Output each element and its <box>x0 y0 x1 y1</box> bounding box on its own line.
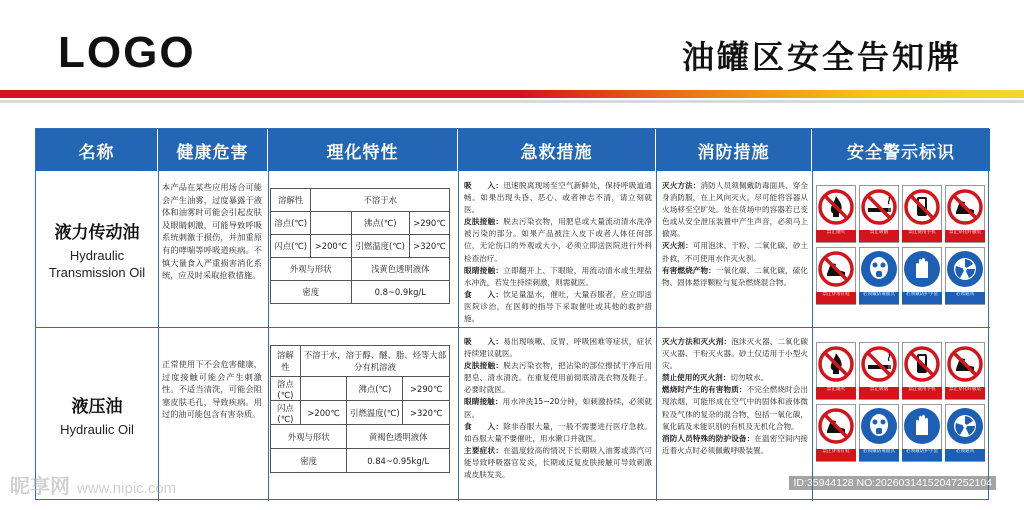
no-nail-shoes-icon <box>945 343 985 387</box>
safety-sign-label: 禁止吸烟 <box>859 387 899 399</box>
first-aid-item: 吸 入：易出现咳嗽、反胃、呼吸困难等症状，症状持续建议就医。 <box>464 337 652 359</box>
col-header-health: 健康危害 <box>158 129 268 171</box>
safety-sign-label: 必须戴防毒面具 <box>859 449 899 461</box>
fire-item: 灭火剂：可用泡沫、干粉、二氧化碳、砂土扑救，不可使用水作灭火剂。 <box>662 241 809 263</box>
health-hazard-text: 本产品在某些应用场合可能会产生油雾，过度暴露于液体和油雾时可能会引起皮肤及眼睛刺激，可能导致呼吸系统刺激于损伤，并加重原有的哮喘等呼吸道疾病。不慎大量食入严重损害消化系统，应及时采取抢救措施。 <box>162 182 262 281</box>
safety-sign-label: 禁止穿化纤服装 <box>945 387 985 399</box>
safety-sign <box>816 342 856 400</box>
prop-label: 外观与形状 <box>271 425 347 449</box>
row-divider <box>36 327 990 328</box>
fire-item: 灭火方法和灭火剂：泡沫灭火器、二氧化碳灭火器、干粉灭火器。砂土仅适用于小型火灾。 <box>662 337 808 371</box>
no-smoking-icon <box>859 343 899 387</box>
ventilation-icon <box>945 248 985 292</box>
safety-sign-label: 禁止穿带钉鞋 <box>816 449 856 461</box>
properties-table <box>270 345 450 473</box>
warning-signs-grid <box>816 342 986 464</box>
gloves-icon <box>902 405 942 449</box>
product-name-cn: 液力传动油 <box>54 222 140 243</box>
prop-label: 沸点(℃) <box>351 212 409 235</box>
safety-sign <box>859 404 899 462</box>
product-name-cn: 液压油 <box>71 396 123 417</box>
prop-value: 不溶于水，溶于醇、醚、脂、烃等大部分有机溶液 <box>300 346 449 377</box>
product-name-en: Hydraulic Transmission Oil <box>48 247 146 280</box>
prop-value: 浅黄色透明液体 <box>351 258 449 281</box>
fire-measures-text <box>662 180 808 289</box>
safety-sign <box>902 342 942 400</box>
col-divider <box>656 171 657 501</box>
prop-label: 闪点(℃) <box>271 401 301 425</box>
safety-sign-label: 禁止使用手机 <box>902 230 942 242</box>
prop-value: >290℃ <box>403 377 450 401</box>
first-aid-item: 皮肤接触：脱去污染衣物，把沾染的部位擦拭干净后用肥皂、清水清洗。在重复使用前彻底清洗衣物及鞋子。必要时就医。 <box>464 361 652 395</box>
no-phone-icon <box>902 186 942 230</box>
prop-label: 溶点(℃) <box>271 212 311 235</box>
prop-value <box>311 212 351 235</box>
gas-mask-icon <box>859 405 899 449</box>
first-aid-item: 吸 入：迅速脱离现场至空气新鲜处，保持呼吸道通畅。如果出现头昏、恶心、或者神志不清，请立刻就医。 <box>464 181 652 215</box>
no-fire-icon <box>816 186 856 230</box>
watermark-logo: 昵享网 www.nipic.com <box>10 474 177 498</box>
safety-sign <box>902 404 942 462</box>
prop-label: 沸点(℃) <box>347 377 403 401</box>
prop-label: 引燃温度(℃) <box>351 235 409 258</box>
prop-label: 溶点(℃) <box>271 377 301 401</box>
first-aid-item: 食 入：饮足量温水，催吐，大量吞服者，应立即送医院诊治，在医师的指导下采取催吐或其他的救护措施。 <box>464 289 652 324</box>
no-nail-shoes-icon <box>816 405 856 449</box>
col-divider <box>268 171 269 501</box>
safety-sign-label: 禁止烟火 <box>816 387 856 399</box>
prop-value <box>300 377 347 401</box>
product-name-en: Hydraulic Oil <box>60 421 134 437</box>
prop-value: >320℃ <box>403 401 450 425</box>
logo-text: LOGO <box>58 28 196 77</box>
prop-value: 0.8~0.9kg/L <box>351 281 449 304</box>
first-aid-item: 食 入：除非吞服大量，一般不需要进行医疗急救。如吞服大量不要催吐，用水漱口并就医。 <box>464 421 652 443</box>
prop-label: 溶解性 <box>271 346 301 377</box>
prop-label: 闪点(℃) <box>271 235 311 258</box>
safety-sign-label: 禁止使用手机 <box>902 387 942 399</box>
col-header-signs: 安全警示标识 <box>812 129 990 171</box>
prop-value: 黄褐色透明液体 <box>347 425 450 449</box>
safety-sign <box>859 342 899 400</box>
fire-item: 消防人员特殊的防护设备：在温密空间内接近着火点时必须佩戴呼吸装置。 <box>662 433 809 455</box>
first-aid-item: 眼睛接触：用水冲洗15~20分钟，如刺激持续，必须就医。 <box>464 397 653 419</box>
col-divider <box>458 171 459 501</box>
header-band-yellow <box>520 90 1024 98</box>
prop-label: 引燃温度(℃) <box>347 401 403 425</box>
fire-item: 灭火方法：消防人员须佩戴防毒面具、穿全身消防服，在上风向灭火。尽可能将容器从火场移至空旷处。处在货场中的容器若已变色或从安全泄压装置中产生声音，必须马上撤离。 <box>662 181 809 239</box>
col-header-name: 名称 <box>36 129 158 171</box>
safety-sign-label: 必须通风 <box>945 292 985 304</box>
col-divider <box>158 171 159 501</box>
product-name-cell <box>36 171 158 327</box>
safety-sign <box>816 404 856 462</box>
fire-item: 有害燃烧产物：一氧化碳、二氧化碳，硫化物、固体悬浮颗粒与复杂燃烧混合物。 <box>662 265 809 287</box>
prop-value: >200℃ <box>311 235 351 258</box>
safety-sign-label: 必须戴防护手套 <box>902 292 942 304</box>
fire-item: 燃烧时产生的有害物质：不完全燃烧时会出现浓烟，可能形成在空气中的固体和液体微粒及气体的复杂的混合物，包括一氧化碳，氧化硫及未能识别的有机及无机化合物。 <box>662 385 809 431</box>
safety-sign-label: 必须戴防护手套 <box>902 449 942 461</box>
prop-label: 溶解性 <box>271 189 311 212</box>
warning-signs-grid <box>816 185 986 307</box>
safety-sign <box>859 247 899 305</box>
first-aid-text <box>464 180 652 325</box>
safety-sign <box>945 185 985 243</box>
ventilation-icon <box>945 405 985 449</box>
no-fire-icon <box>816 343 856 387</box>
safety-sign-label: 禁止穿化纤服装 <box>945 230 985 242</box>
prop-value: >290℃ <box>409 212 449 235</box>
col-header-first-aid: 急救措施 <box>458 129 656 171</box>
first-aid-item: 眼睛接触：立即翻开上、下眼睑，用流动清水或生理盐水冲洗，若发生持续刺激，则需就医。 <box>464 265 652 287</box>
safety-sign <box>816 247 856 305</box>
page-title: 油罐区安全告知牌 <box>681 38 962 76</box>
safety-sign <box>945 404 985 462</box>
safety-sign-label: 必须戴防毒面具 <box>859 292 899 304</box>
safety-sign-label: 必须通风 <box>945 449 985 461</box>
safety-sign-label: 禁止吸烟 <box>859 230 899 242</box>
safety-sign-label: 禁止烟火 <box>816 230 856 242</box>
col-header-fire: 消防措施 <box>656 129 812 171</box>
first-aid-item: 皮肤接触：脱去污染衣物，用肥皂或大量流动清水洗净被污染的部分。如果产品被注入皮下或者人体任何部位，无论伤口的外观或大小，必须立即送医院进行外科检查治疗。 <box>464 217 652 263</box>
watermark-id: ID:35944128 NO:20260314152047252104 <box>789 476 996 490</box>
safety-sign <box>945 342 985 400</box>
header-band-grey <box>0 100 1024 103</box>
prop-value: 不溶于水 <box>311 189 450 212</box>
safety-sign <box>945 247 985 305</box>
no-smoking-icon <box>859 186 899 230</box>
col-header-properties: 理化特性 <box>268 129 458 171</box>
gas-mask-icon <box>859 248 899 292</box>
prop-label: 密度 <box>271 281 352 304</box>
prop-value: >320℃ <box>409 235 449 258</box>
safety-sign <box>902 185 942 243</box>
prop-value: 0.84~0.95kg/L <box>347 449 450 473</box>
no-nail-shoes-icon <box>816 248 856 292</box>
gloves-icon <box>902 248 942 292</box>
properties-table <box>270 188 450 304</box>
prop-value: >200℃ <box>300 401 347 425</box>
prop-label: 密度 <box>271 449 347 473</box>
fire-measures-text <box>662 336 808 457</box>
fire-item: 禁止使用的灭火剂：切勿喷水。 <box>662 373 769 383</box>
prop-label: 外观与形状 <box>271 258 352 281</box>
safety-sign-label: 禁止穿带钉鞋 <box>816 292 856 304</box>
first-aid-item: 主要症状：在温度较高的情况下长期吸入油雾或蒸汽可能导致呼吸器官发炎，长期或反复皮肤接触可导致刺激或皮肤发炎。 <box>464 445 652 480</box>
no-nail-shoes-icon <box>945 186 985 230</box>
safety-sign <box>902 247 942 305</box>
safety-sign <box>859 185 899 243</box>
first-aid-text <box>464 336 652 481</box>
no-phone-icon <box>902 343 942 387</box>
safety-sign <box>816 185 856 243</box>
health-hazard-text: 正常使用下不会危害健康，过度接触可能会产生刺激性。不适当清洗，可能会阻塞皮肤毛孔，导致疾病。用过的油可能包含有害杂质。 <box>162 359 262 420</box>
col-divider <box>812 171 813 501</box>
safety-board <box>35 128 989 500</box>
